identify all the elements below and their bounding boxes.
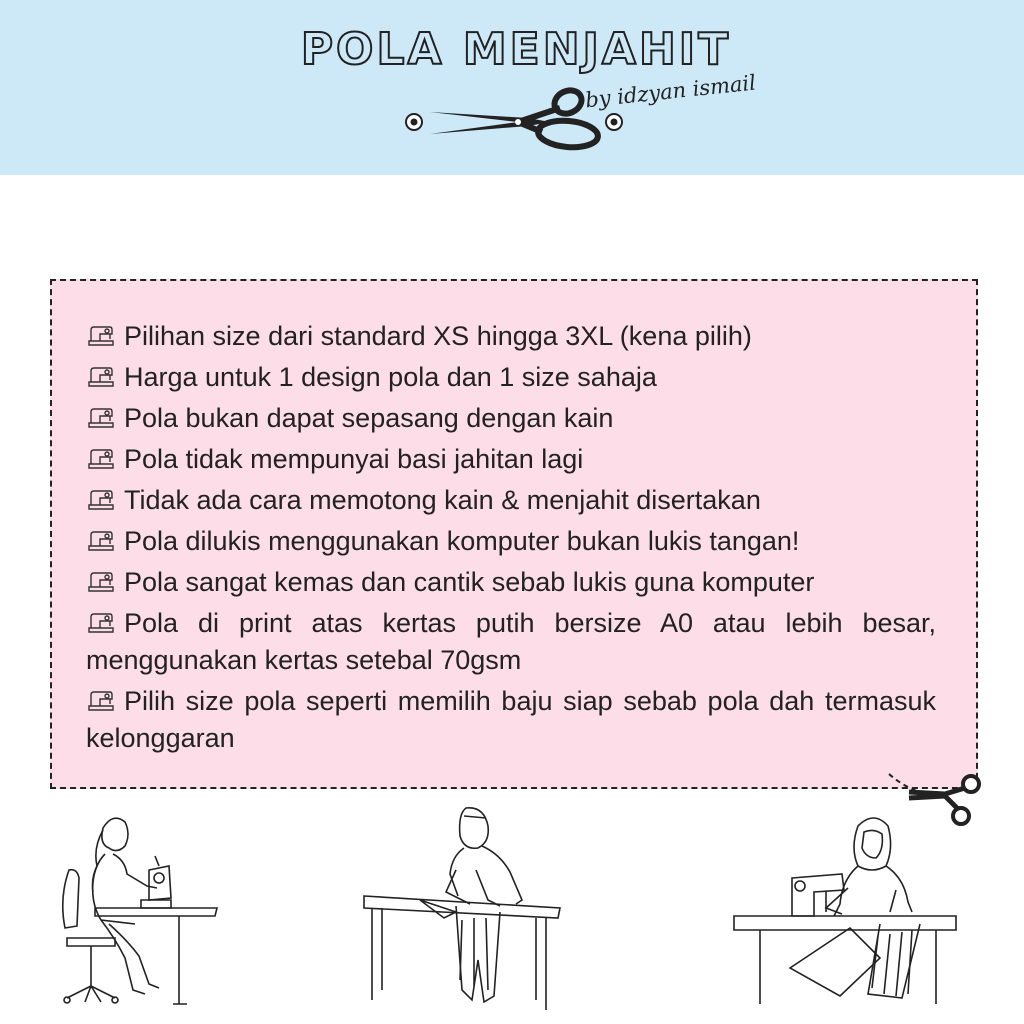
sewing-machine-icon bbox=[86, 361, 116, 383]
sewing-machine-icon bbox=[86, 607, 116, 629]
list-item-text: Harga untuk 1 design pola dan 1 size sahaja bbox=[124, 362, 657, 392]
brand-byline: by idzyan ismail bbox=[584, 70, 757, 113]
list-item-text: Pola dilukis menggunakan komputer bukan lukis tangan! bbox=[124, 526, 800, 556]
sewing-machine-icon bbox=[86, 566, 116, 588]
list-item bbox=[86, 441, 936, 478]
sewing-machine-icon bbox=[86, 320, 116, 342]
sewing-machine-icon bbox=[86, 685, 116, 707]
list-item-text: Tidak ada cara memotong kain & menjahit disertakan bbox=[124, 485, 761, 515]
list-item bbox=[86, 564, 936, 601]
sewing-machine-icon bbox=[86, 443, 116, 465]
woman-sewing-machine-icon bbox=[55, 808, 225, 1008]
list-item bbox=[86, 683, 936, 757]
sewing-machine-icon bbox=[86, 484, 116, 506]
list-item bbox=[86, 318, 936, 355]
list-item bbox=[86, 482, 936, 519]
sewing-machine-icon bbox=[86, 402, 116, 424]
sewing-machine-icon bbox=[86, 525, 116, 547]
list-item bbox=[86, 400, 936, 437]
list-item bbox=[86, 523, 936, 560]
woman-hijab-sewing-icon bbox=[730, 808, 960, 1008]
list-item-text: Pilih size pola seperti memilih baju siap sebab pola dah termasuk kelonggaran bbox=[86, 686, 936, 753]
list-item-text: Pola tidak mempunyai basi jahitan lagi bbox=[124, 444, 584, 474]
list-item-text: Pilihan size dari standard XS hingga 3XL (kena pilih) bbox=[124, 321, 752, 351]
woman-cutting-fabric-icon bbox=[360, 800, 565, 1015]
scissors-icon bbox=[400, 84, 640, 158]
list-item-text: Pola sangat kemas dan cantik sebab lukis guna komputer bbox=[124, 567, 815, 597]
list-item-text: Pola di print atas kertas putih bersize A0 atau lebih besar, menggunakan kertas setebal 70gsm bbox=[86, 608, 936, 675]
feature-list bbox=[86, 318, 936, 761]
header-banner bbox=[0, 0, 1024, 175]
list-item bbox=[86, 359, 936, 396]
list-item bbox=[86, 605, 936, 679]
list-item-text: Pola bukan dapat sepasang dengan kain bbox=[124, 403, 614, 433]
brand-title: POLA MENJAHIT bbox=[300, 24, 732, 75]
